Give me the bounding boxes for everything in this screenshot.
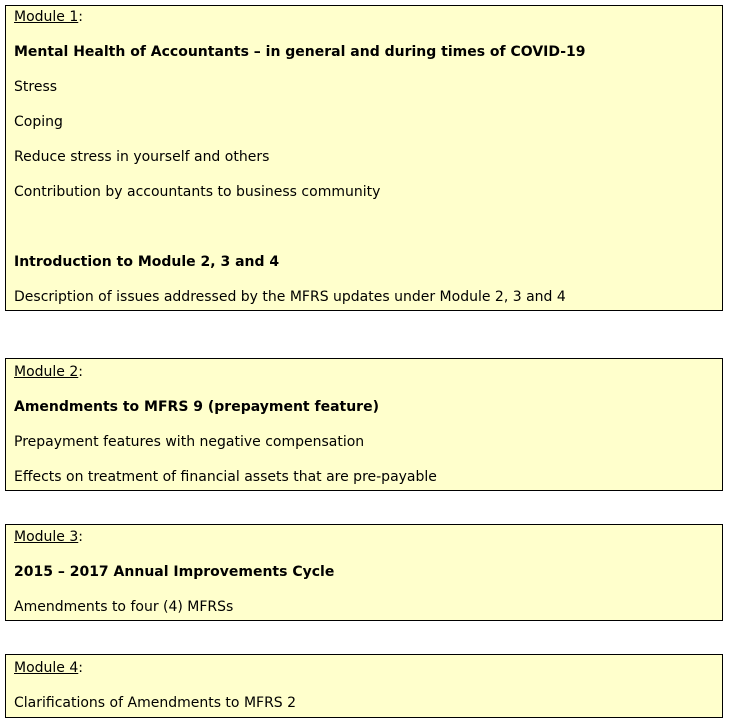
module-2-item: Effects on treatment of financial assets that are pre-payable [14,469,437,485]
module-2-heading [14,363,83,381]
module-3-heading-colon: : [78,529,83,545]
module-2-box [5,358,723,491]
module-2-heading-colon: : [78,364,83,380]
module-2-title: Amendments to MFRS 9 (prepayment feature) [14,399,379,415]
module-2-heading-text: Module 2 [14,364,79,380]
module-1-subtitle: Introduction to Module 2, 3 and 4 [14,254,280,270]
module-1-item: Reduce stress in yourself and others [14,149,270,165]
module-1-heading-colon: : [78,9,83,25]
module-4-box [5,654,723,718]
module-4-heading-colon: : [78,660,83,676]
module-1-item: Stress [14,79,58,95]
module-3-title: 2015 – 2017 Annual Improvements Cycle [14,564,335,580]
module-1-item: Contribution by accountants to business community [14,184,381,200]
module-1-title: Mental Health of Accountants – in general and during times of COVID-19 [14,44,586,60]
module-4-heading-text: Module 4 [14,660,79,676]
module-4-heading [14,659,83,677]
module-3-item: Amendments to four (4) MFRSs [14,599,234,615]
module-1-item: Coping [14,114,63,130]
module-1-heading [14,8,83,26]
module-4-item: Clarifications of Amendments to MFRS 2 [14,695,297,711]
module-3-heading-text: Module 3 [14,529,79,545]
module-2-item: Prepayment features with negative compensation [14,434,365,450]
module-3-heading [14,528,83,546]
module-1-subitem: Description of issues addressed by the MFRS updates under Module 2, 3 and 4 [14,289,566,305]
module-3-box [5,524,723,621]
module-1-box [5,5,723,311]
module-1-heading-text: Module 1 [14,9,79,25]
